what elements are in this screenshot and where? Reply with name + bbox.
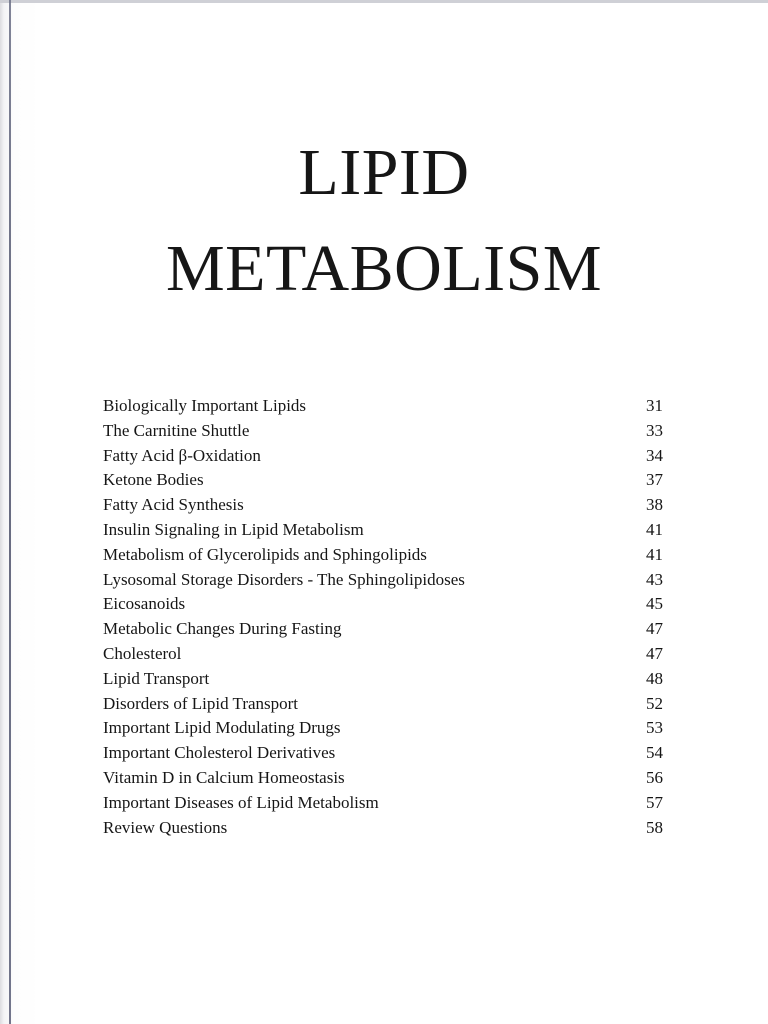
toc-entry	[103, 568, 663, 593]
table-of-contents	[103, 394, 663, 840]
toc-entry-label: Important Diseases of Lipid Metabolism	[103, 792, 379, 812]
toc-entry	[103, 642, 663, 667]
toc-entry-label: Fatty Acid Synthesis	[103, 495, 244, 515]
toc-entry-label: Lysosomal Storage Disorders - The Sphingolipidoses	[103, 569, 465, 589]
toc-entry-page-number: 45	[646, 594, 663, 614]
toc-entry-label: Metabolic Changes During Fasting	[103, 619, 342, 639]
toc-entry	[103, 493, 663, 518]
toc-entry-page-number: 47	[646, 619, 663, 639]
toc-entry-page-number: 56	[646, 767, 663, 787]
toc-entry	[103, 716, 663, 741]
toc-entry-label: Disorders of Lipid Transport	[103, 693, 299, 713]
toc-entry-page-number: 43	[646, 569, 663, 589]
toc-entry-page-number: 41	[646, 544, 663, 564]
toc-entry-label: Fatty Acid β-Oxidation	[103, 445, 261, 465]
toc-entry-page-number: 54	[646, 743, 663, 763]
toc-entry	[103, 617, 663, 642]
toc-entry	[103, 444, 663, 469]
toc-entry	[103, 667, 663, 692]
toc-entry	[103, 592, 663, 617]
chapter-title-line-2: METABOLISM	[165, 232, 603, 305]
toc-entry	[103, 692, 663, 717]
toc-entry	[103, 394, 663, 419]
toc-entry-page-number: 47	[646, 643, 663, 663]
toc-entry	[103, 419, 663, 444]
toc-entry-label: Insulin Signaling in Lipid Metabolism	[103, 519, 364, 539]
toc-entry-page-number: 34	[646, 445, 663, 465]
toc-entry	[103, 543, 663, 568]
page-top-edge	[0, 0, 768, 3]
toc-entry-label: Lipid Transport	[103, 668, 210, 688]
toc-entry-page-number: 33	[646, 420, 663, 440]
toc-entry	[103, 741, 663, 766]
toc-entry-label: Cholesterol	[103, 643, 182, 663]
chapter-title-line-1: LIPID	[298, 136, 470, 209]
toc-entry-page-number: 38	[646, 495, 663, 515]
toc-entry-page-number: 41	[646, 519, 663, 539]
toc-entry-page-number: 31	[646, 396, 663, 415]
toc-entry-label: Vitamin D in Calcium Homeostasis	[103, 767, 345, 787]
toc-entry	[103, 518, 663, 543]
toc-entry-label: Eicosanoids	[103, 594, 186, 614]
toc-entry	[103, 816, 663, 841]
toc-entry	[103, 766, 663, 791]
toc-entry-label: Review Questions	[103, 817, 228, 837]
toc-entry-page-number: 58	[646, 817, 663, 837]
toc-entry-label: The Carnitine Shuttle	[103, 420, 250, 440]
toc-entry-label: Important Cholesterol Derivatives	[103, 743, 336, 763]
toc-entry-label: Biologically Important Lipids	[103, 396, 307, 415]
toc-entry-page-number: 53	[646, 718, 663, 738]
toc-entry-label: Ketone Bodies	[103, 470, 204, 490]
toc-entry-page-number: 57	[646, 792, 663, 812]
toc-entry-page-number: 48	[646, 668, 663, 688]
toc-entry-label: Metabolism of Glycerolipids and Sphingolipids	[103, 544, 427, 564]
toc-entry-page-number: 37	[646, 470, 663, 490]
toc-entry-page-number: 52	[646, 693, 663, 713]
toc-entry-label: Important Lipid Modulating Drugs	[103, 718, 341, 738]
toc-entry	[103, 468, 663, 493]
toc-entry	[103, 791, 663, 816]
